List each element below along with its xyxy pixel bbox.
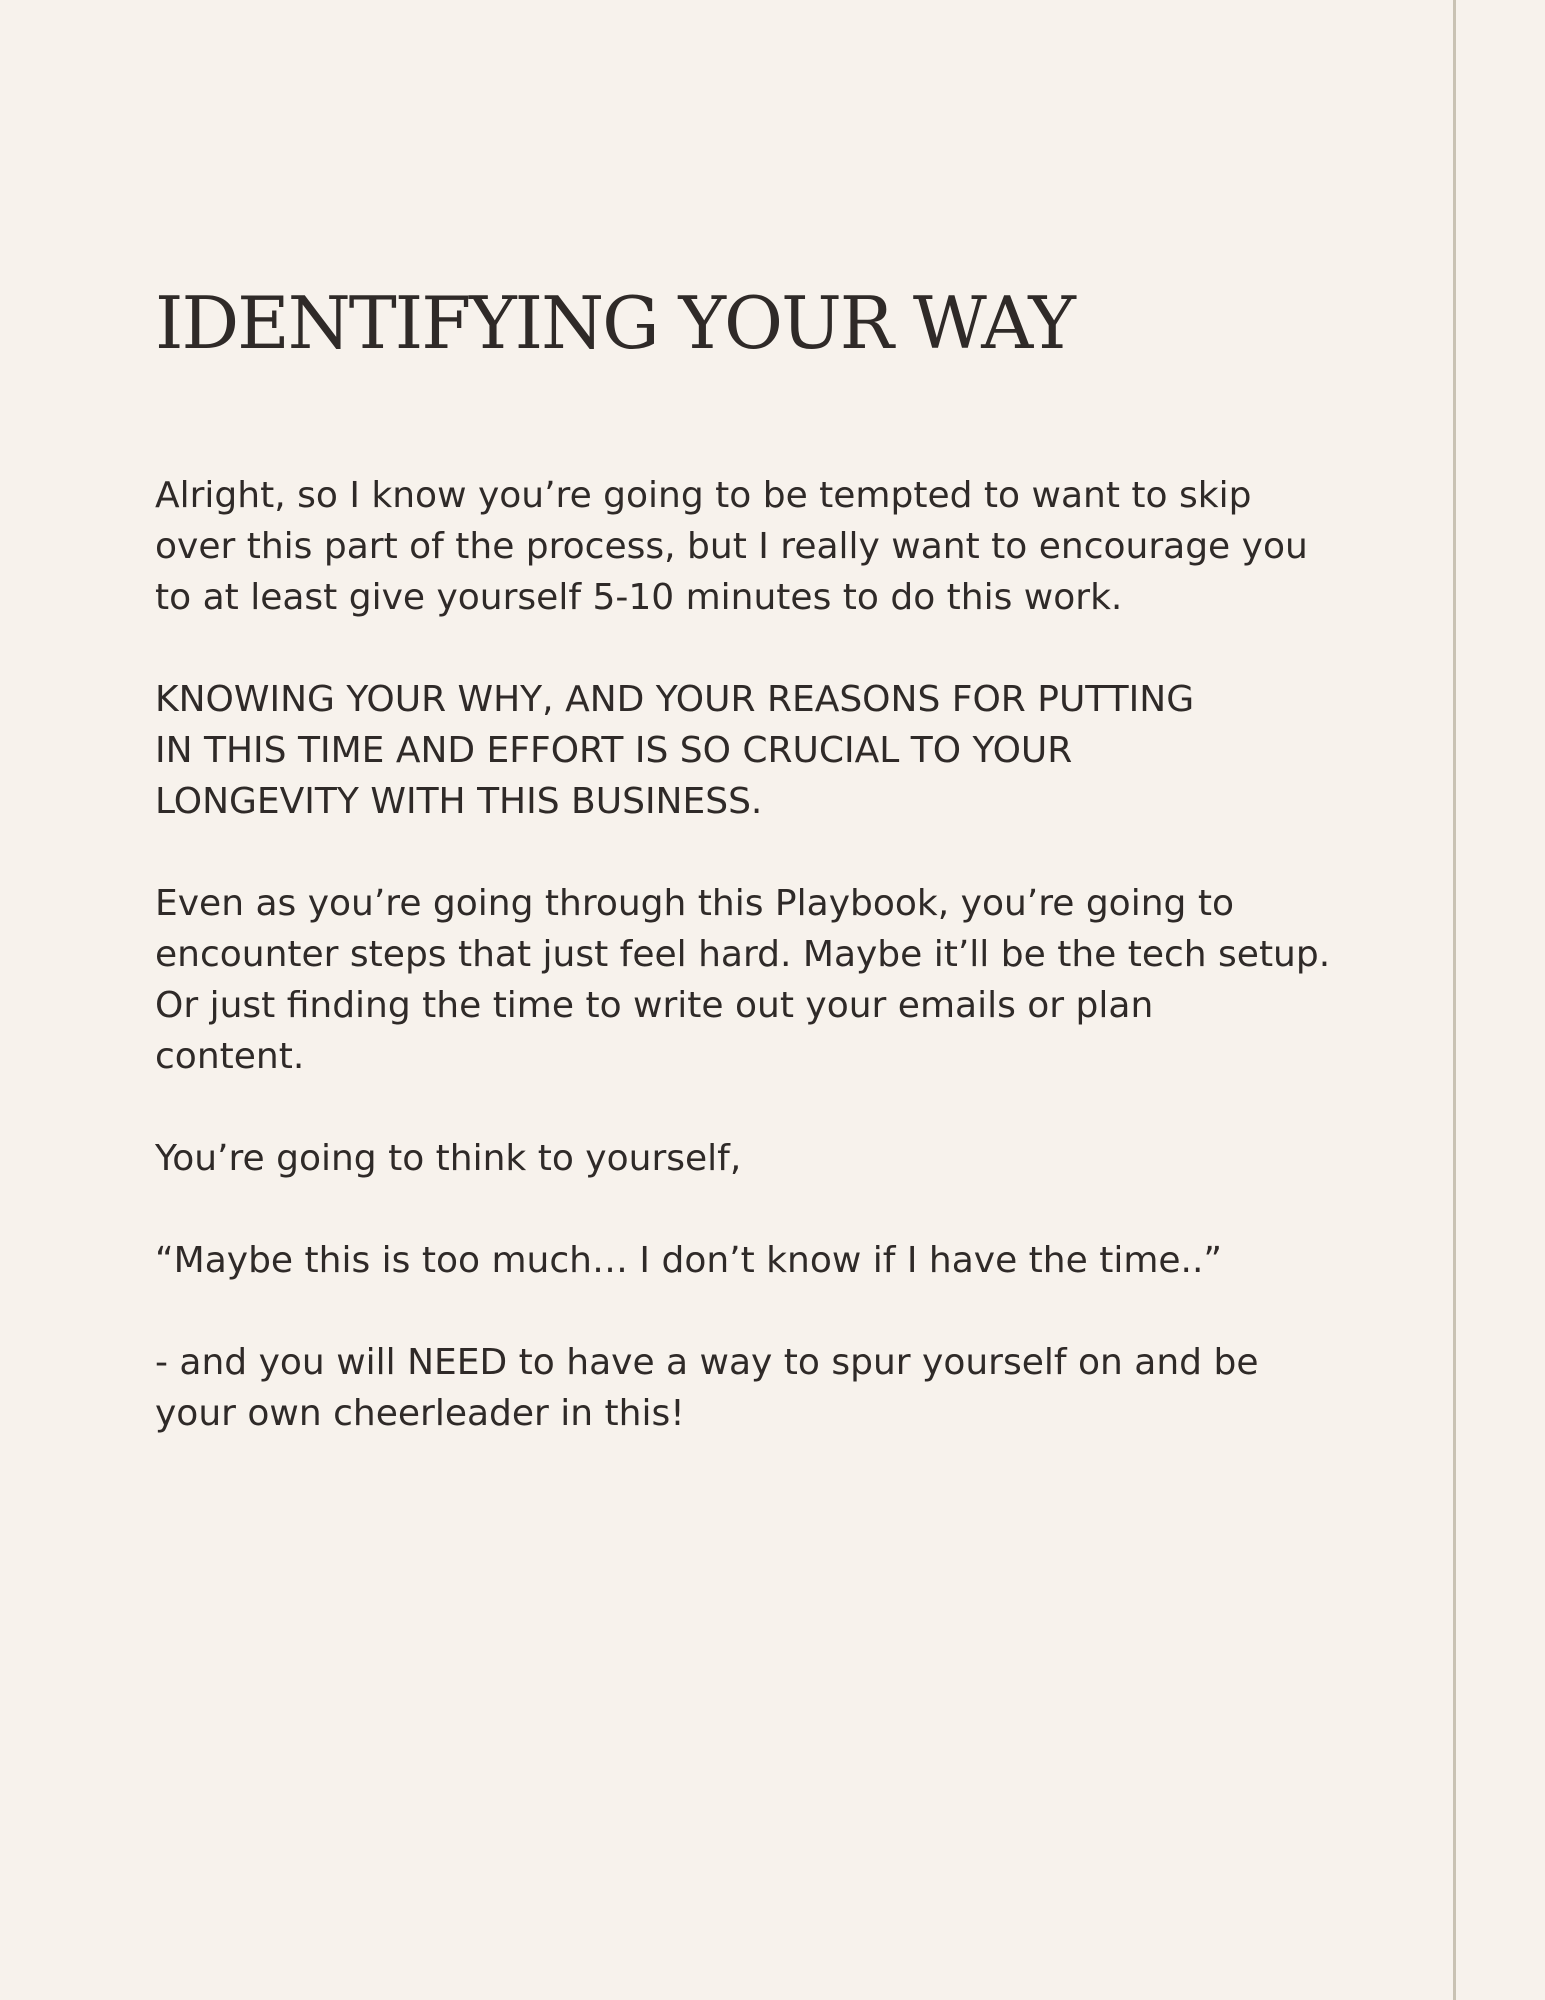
paragraph-quote: “Maybe this is too much… I don’t know if I have the time..” <box>155 1240 1223 1281</box>
paragraph-intro: Alright, so I know you’re going to be tempted to want to skip over this part of the process, but I really want to encourage you to at least give yourself 5-10 minutes to do this work. <box>155 475 1308 618</box>
paragraph-think: You’re going to think to yourself, <box>155 1138 742 1179</box>
paragraph-playbook: Even as you’re going through this Playbook, you’re going to encounter steps that just feel hard. Maybe it’ll be the tech setup. Or just finding the time to write out your emails or plan content. <box>155 883 1331 1077</box>
paragraph-cheerleader: - and you will NEED to have a way to spur yourself on and be your own cheerleader in this! <box>155 1342 1259 1434</box>
body-text <box>155 470 1355 1490</box>
page-title: IDENTIFYING YOUR WAY <box>155 281 1074 365</box>
paragraph-why: KNOWING YOUR WHY, AND YOUR REASONS FOR PUTTING IN THIS TIME AND EFFORT IS SO CRUCIAL TO YOUR LONGEVITY WITH THIS BUSINESS. <box>155 679 1195 822</box>
page-edge-divider <box>1453 0 1456 2000</box>
